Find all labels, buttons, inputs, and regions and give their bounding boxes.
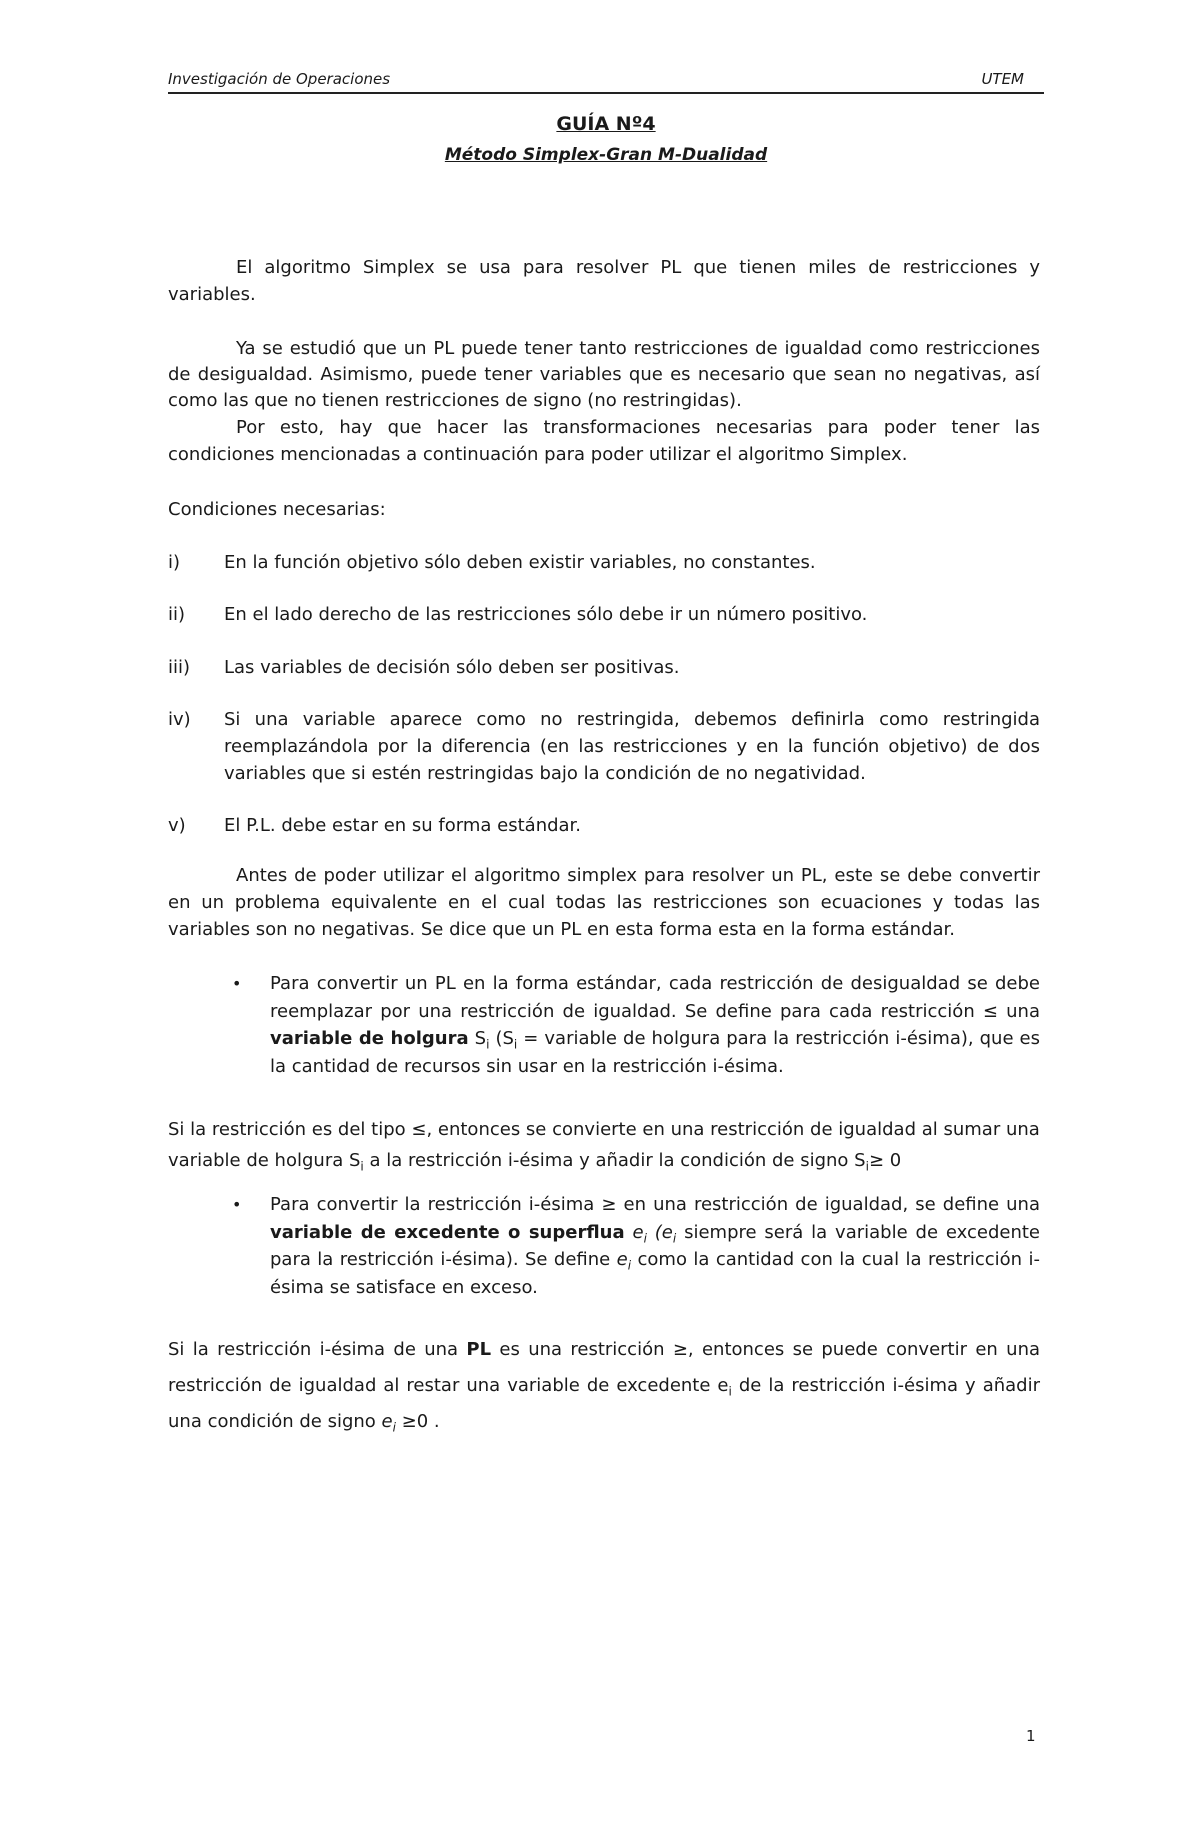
page-number: 1 (1026, 1727, 1036, 1745)
header-university: UTEM (981, 70, 1024, 88)
condition-number: iv) (168, 709, 191, 730)
conditions-heading: Condiciones necesarias: (168, 499, 386, 520)
guide-title: GUÍA Nº4 (556, 113, 656, 135)
intro-paragraph-3: Por esto, hay que hacer las transformaciones necesarias para poder tener las condiciones mencionadas a continuación para poder utilizar el algoritmo Simplex. (168, 417, 1040, 465)
header-course: Investigación de Operaciones (168, 70, 391, 88)
surplus-rule-paragraph: Si la restricción i-ésima de una PL es una restricción ≥, entonces se puede convertir en una restricción de igualdad al restar una variable de excedente $e_i$ de la restricción i-ésima y añadir una condición de signo $e_i \ge 0$ . (168, 1339, 1041, 1435)
slack-variable-term: variable de holgura (270, 1028, 469, 1049)
condition-number: v) (168, 815, 186, 836)
guide-subtitle: Método Simplex-Gran M-Dualidad (444, 145, 768, 165)
condition-text: Las variables de decisión sólo deben ser positivas. (224, 657, 680, 678)
standard-form-paragraph: Antes de poder utilizar el algoritmo simplex para resolver un PL, este se debe convertir en un problema equivalente en el cual todas las restricciones son ecuaciones y todas las variables son no negativas. Se dice que un PL en esta forma esta en la forma estándar. (168, 865, 1040, 940)
intro-paragraph-2: Ya se estudió que un PL puede tener tanto restricciones de igualdad como restricciones de desigualdad. Asimismo, puede tener variables que es necesario que sean no negativas, así como las que no tienen restricciones de signo (no restringidas). (168, 338, 1040, 411)
condition-number: iii) (168, 657, 191, 678)
bullet-text: Para convertir la restricción i-ésima ≥ en una restricción de igualdad, se define una variable de excedente o superflua $e_i$ ($e_i$ siempre será la variable de excedente para la restricción i-ésima). Se define $e_i$ como la cantidad con la cual la restricción i-ésima se satisface en exceso. (270, 1194, 1040, 1298)
bullet-dot: • (232, 1195, 242, 1214)
bullet-dot: • (232, 974, 242, 993)
slack-rule-paragraph: Si la restricción es del tipo ≤, entonces se convierte en una restricción de igualdad al sumar una variable de holgura $S_i$ a la restricción i-ésima y añadir la condición de signo $S_i\ge 0$ (168, 1119, 1040, 1174)
intro-paragraph-1: El algoritmo Simplex se usa para resolver PL que tienen miles de restricciones y variables. (168, 257, 1040, 305)
surplus-variable-term: variable de excedente o superflua (270, 1221, 625, 1243)
condition-number: i) (168, 552, 181, 573)
bullet-text: Para convertir un PL en la forma estándar, cada restricción de desigualdad se debe reemplazar por una restricción de igualdad. Se define para cada restricción ≤ una variable de holgura $S_i$ ($S_i$ = variable de holgura para la restricción i-ésima), que es la cantidad de recursos sin usar en la restricción i-ésima. (270, 973, 1040, 1077)
condition-number: ii) (168, 604, 186, 625)
condition-text: En el lado derecho de las restricciones sólo debe ir un número positivo. (224, 604, 868, 625)
condition-text: Si una variable aparece como no restringida, debemos definirla como restringida reemplazándola por la diferencia (en las restricciones y en la función objetivo) de dos variables que si estén restringidas bajo la condición de no negatividad. (224, 709, 1040, 784)
condition-text: En la función objetivo sólo deben existir variables, no constantes. (224, 552, 816, 573)
page-header (168, 70, 1044, 94)
condition-text: El P.L. debe estar en su forma estándar. (224, 815, 582, 836)
